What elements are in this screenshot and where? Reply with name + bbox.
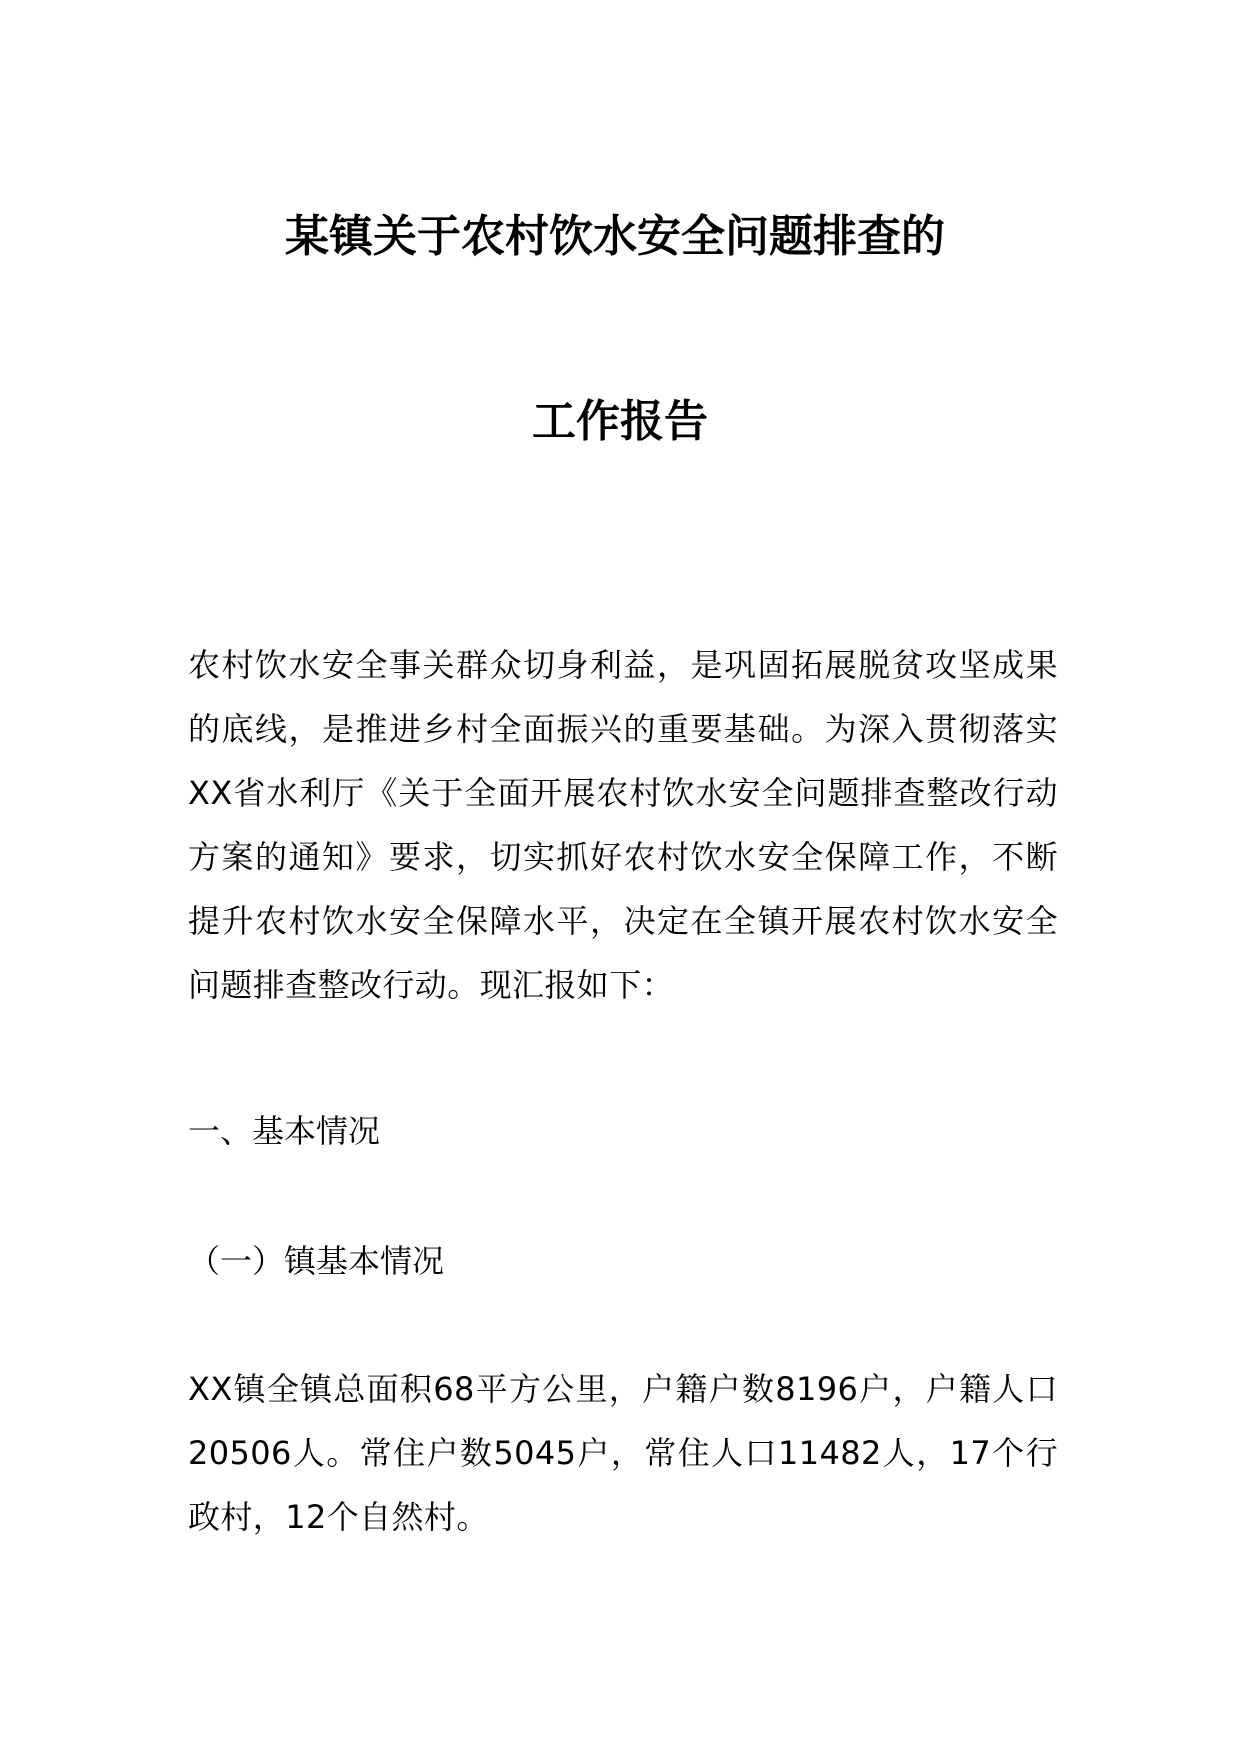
town-basic-info-paragraph: XX镇全镇总面积68平方公里，户籍户数8196户，户籍人口20506人。常住户数5045户，常住人口11482人，17个行政村，12个自然村。 (188, 1370, 1058, 1536)
subsection-heading: （一）镇基本情况 (188, 1242, 445, 1280)
intro-paragraph: 农村饮水安全事关群众切身利益，是巩固拓展脱贫攻坚成果的底线，是推进乡村全面振兴的重要基础。为深入贯彻落实XX省水利厅《关于全面开展农村饮水安全问题排查整改行动方案的通知》要求，切实抓好农村饮水安全保障工作，不断提升农村饮水安全保障水平，决定在全镇开展农村饮水安全问题排查整改行动。现汇报如下： (188, 646, 1058, 1004)
subsection-1-body (188, 1357, 1058, 1549)
document-title-line-1: 某镇关于农村饮水安全问题排查的 (285, 211, 945, 262)
subsection-1 (188, 1229, 1058, 1293)
section-heading: 一、基本情况 (188, 1112, 381, 1150)
section-1 (188, 1099, 1058, 1163)
document-title-line-2: 工作报告 (532, 396, 708, 447)
intro-section (188, 633, 1058, 1017)
